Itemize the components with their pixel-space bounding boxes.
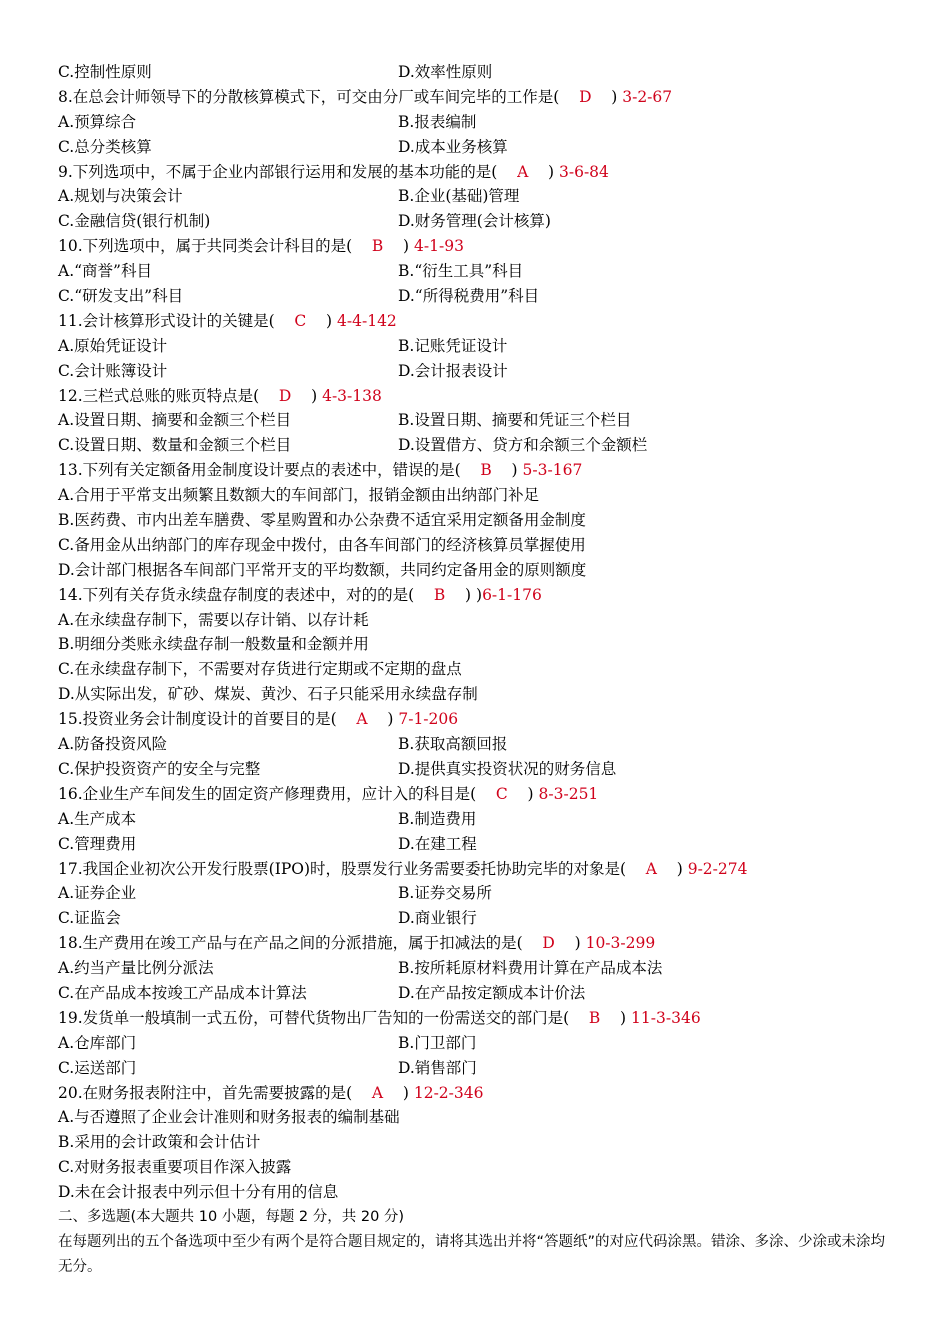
answer-key: A [356, 710, 368, 729]
close-paren: ) [676, 859, 683, 878]
option-b: B.证券交易所 [398, 884, 492, 903]
option-a: A.证券企业 [58, 884, 137, 903]
question-stem [58, 384, 898, 409]
reference-code: 5-3-167 [522, 461, 583, 480]
question-text: 16.企业生产车间发生的固定资产修理费用，应计入的科目是( [58, 784, 477, 803]
answer-key: C [495, 784, 508, 803]
question-stem [58, 583, 898, 608]
option-d: D.会计报表设计 [398, 361, 508, 380]
option-d: D.设置借方、贷方和余额三个金额栏 [398, 436, 648, 455]
option-row [58, 135, 898, 160]
option-row [58, 209, 898, 234]
section-heading: 二、多选题(本大题共 10 小题，每题 2 分，共 20 分) [58, 1208, 405, 1225]
reference-code: 8-3-251 [538, 784, 599, 803]
question-stem [58, 85, 898, 110]
close-paren: ) [611, 87, 618, 106]
option-row [58, 981, 898, 1006]
option-row [58, 334, 898, 359]
option-row [58, 881, 898, 906]
question-stem [58, 309, 898, 334]
close-paren: ) ) [465, 585, 483, 604]
question-text: 8.在总会计师领导下的分散核算模式下，可交由分厂或车间完毕的工作是( [58, 87, 560, 106]
option-d: D.在建工程 [398, 834, 477, 853]
option-a: A.防备投资风险 [58, 735, 168, 754]
reference-code: 3-6-84 [558, 162, 609, 181]
option-a: A.预算综合 [58, 112, 137, 131]
option-c: C.在产品成本按竣工产品成本计算法 [58, 983, 307, 1002]
option-c: C.在永续盘存制下，不需要对存货进行定期或不定期的盘点 [58, 660, 462, 679]
question-stem [58, 1081, 898, 1106]
close-paren: ) [547, 162, 555, 181]
option-row [58, 60, 898, 85]
reference-code: 4-3-138 [322, 386, 382, 405]
option-a: A.在永续盘存制下，需要以存计销、以存计耗 [58, 610, 369, 629]
reference-code: 9-2-274 [687, 859, 748, 878]
option-b: B.医药费、市内出差车膳费、零星购置和办公杂费不适宜采用定额备用金制度 [58, 511, 586, 530]
reference-code: 10-3-299 [585, 934, 656, 953]
question-stem [58, 782, 898, 807]
close-paren: ) [387, 710, 394, 729]
option-d: D.“所得税费用”科目 [398, 287, 540, 306]
close-paren: ) [402, 1083, 409, 1102]
answer-key: B [588, 1008, 601, 1027]
option-row [58, 408, 898, 433]
answer-key: C [294, 311, 307, 330]
question-text: 17.我国企业初次公开发行股票(IPO)时，股票发行业务需要委托协助完毕的对象是( [58, 859, 627, 878]
option-row [58, 906, 898, 931]
reference-code: 11-3-346 [631, 1008, 701, 1027]
answer-key: B [480, 461, 492, 480]
close-paren: ) [511, 461, 518, 480]
option-b: B.制造费用 [398, 809, 477, 828]
answer-key: D [579, 87, 592, 106]
answer-key: A [371, 1083, 384, 1102]
option-row [58, 184, 898, 209]
option-d: D.销售部门 [398, 1058, 477, 1077]
reference-code: 7-1-206 [398, 710, 459, 729]
option-row [58, 110, 898, 135]
question-text: 10.下列选项中，属于共同类会计科目的是( [58, 237, 353, 256]
question-text: 9.下列选项中，不属于企业内部银行运用和发展的基本功能的是( [58, 162, 498, 181]
option-a: A.设置日期、摘要和金额三个栏目 [58, 411, 292, 430]
question-text: 12.三栏式总账的账页特点是( [58, 386, 260, 405]
option-a: A.规划与决策会计 [58, 187, 183, 206]
option-b: B.按所耗原材料费用计算在产品成本法 [398, 959, 663, 978]
question-text: 19.发货单一般填制一式五份，可替代货物出厂告知的一份需送交的部门是( [58, 1008, 570, 1027]
close-paren: ) [527, 784, 534, 803]
option-c: C.对财务报表重要项目作深入披露 [58, 1158, 292, 1177]
option-c: C.控制性原则 [58, 63, 152, 81]
option-row [58, 956, 898, 981]
question-stem [58, 857, 898, 882]
option-b: B.报表编制 [398, 112, 477, 131]
option-c: C.总分类核算 [58, 137, 152, 156]
option-c: C.“研发支出”科目 [58, 287, 184, 306]
close-paren: ) [403, 237, 410, 256]
option-row [58, 433, 898, 458]
reference-code: 12-2-346 [413, 1083, 484, 1102]
question-stem [58, 707, 898, 732]
option-d: D.商业银行 [398, 909, 477, 928]
question-stem [58, 160, 898, 185]
option-d: D.提供真实投资状况的财务信息 [398, 759, 617, 778]
option-row [58, 757, 898, 782]
section-instruction: 在每题列出的五个备选项中至少有两个是符合题目规定的，请将其选出并将“答题纸”的对应代码涂黑。错涂、多涂、少涂或未涂均无分。 [58, 1233, 886, 1275]
answer-key: B [433, 585, 446, 604]
option-d: D.未在会计报表中列示但十分有用的信息 [58, 1183, 339, 1202]
option-d: D.从实际出发，矿砂、煤炭、黄沙、石子只能采用永续盘存制 [58, 685, 478, 704]
option-a: A.“商誉”科目 [58, 262, 152, 281]
option-row [58, 1031, 898, 1056]
close-paren: ) [574, 934, 581, 953]
option-row [58, 259, 898, 284]
question-stem [58, 931, 898, 956]
option-a: A.原始凭证设计 [58, 336, 168, 355]
question-stem [58, 1006, 898, 1031]
option-c: C.管理费用 [58, 834, 137, 853]
option-b: B.获取高额回报 [398, 735, 508, 754]
option-b: B.采用的会计政策和会计估计 [58, 1133, 261, 1152]
option-a: A.约当产量比例分派法 [58, 959, 214, 978]
option-d: D.成本业务核算 [398, 137, 508, 156]
answer-key: B [371, 237, 384, 256]
question-text: 15.投资业务会计制度设计的首要目的是( [58, 710, 337, 729]
option-row [58, 284, 898, 309]
answer-key: D [542, 934, 555, 953]
option-b: B.“衍生工具”科目 [398, 262, 524, 281]
option-c: C.证监会 [58, 909, 121, 928]
question-text: 13.下列有关定额备用金制度设计要点的表述中，错误的是( [58, 461, 461, 480]
option-c: C.运送部门 [58, 1058, 137, 1077]
reference-code: 4-4-142 [337, 311, 397, 330]
answer-key: A [645, 859, 657, 878]
option-d: D.在产品按定额成本计价法 [398, 983, 586, 1002]
exam-document [58, 60, 898, 1280]
question-text: 20.在财务报表附注中，首先需要披露的是( [58, 1083, 353, 1102]
option-a: A.与否遵照了企业会计准则和财务报表的编制基础 [58, 1108, 400, 1127]
reference-code: 3-2-67 [622, 87, 673, 106]
question-stem [58, 458, 898, 483]
question-list [58, 85, 898, 1205]
option-a: A.仓库部门 [58, 1033, 137, 1052]
option-b: B.设置日期、摘要和凭证三个栏目 [398, 411, 632, 430]
answer-key: A [517, 162, 529, 181]
option-c: C.金融信贷(银行机制) [58, 212, 211, 231]
option-b: B.明细分类账永续盘存制一般数量和金额并用 [58, 635, 369, 654]
option-row [58, 807, 898, 832]
question-text: 14.下列有关存货永续盘存制度的表述中，对的的是( [58, 585, 415, 604]
option-row [58, 732, 898, 757]
option-c: C.设置日期、数量和金额三个栏目 [58, 436, 292, 455]
reference-code: 4-1-93 [414, 237, 464, 256]
option-d: D.会计部门根据各车间部门平常开支的平均数额，共同约定备用金的原则额度 [58, 560, 587, 579]
option-d: D.财务管理(会计核算) [398, 212, 551, 231]
option-b: B.企业(基础)管理 [398, 187, 520, 206]
close-paren: ) [620, 1008, 627, 1027]
option-a: A.合用于平常支出频繁且数额大的车间部门，报销金额由出纳部门补足 [58, 486, 540, 505]
option-a: A.生产成本 [58, 809, 137, 828]
question-stem [58, 234, 898, 259]
option-row [58, 1056, 898, 1081]
option-row [58, 832, 898, 857]
option-c: C.会计账簿设计 [58, 361, 168, 380]
option-row [58, 359, 898, 384]
option-c: C.保护投资资产的安全与完整 [58, 759, 261, 778]
reference-code: 6-1-176 [482, 585, 542, 604]
answer-key: D [278, 386, 292, 405]
option-d: D.效率性原则 [398, 63, 493, 81]
question-text: 18.生产费用在竣工产品与在产品之间的分派措施，属于扣减法的是( [58, 934, 523, 953]
close-paren: ) [326, 311, 333, 330]
option-c: C.备用金从出纳部门的库存现金中拨付，由各车间部门的经济核算员掌握使用 [58, 535, 586, 554]
close-paren: ) [311, 386, 318, 405]
question-text: 11.会计核算形式设计的关键是( [58, 311, 275, 330]
option-b: B.门卫部门 [398, 1033, 477, 1052]
option-b: B.记账凭证设计 [398, 336, 508, 355]
